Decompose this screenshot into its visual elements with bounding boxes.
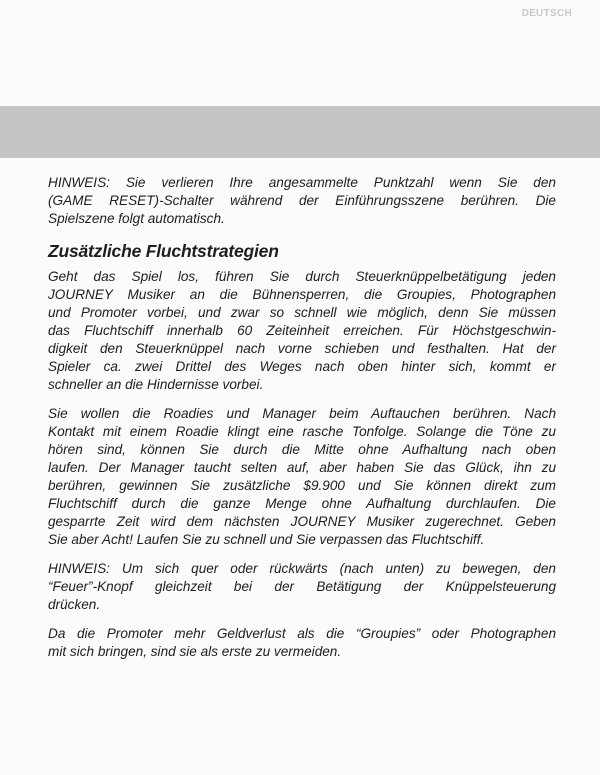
language-label: DEUTSCH: [521, 8, 572, 19]
text-line: “Feuer”-Knopf gleichzeit bei der Betätigung der Knüppelsteuerung: [48, 579, 556, 594]
text-line: Spieler ca. zwei Drittel des Weges nach oben hinter sich, kommt er: [48, 359, 556, 374]
text-line: Spielszene folgt automatisch.: [48, 211, 225, 226]
text-line: Sie aber Acht! Laufen Sie zu schnell und Sie verpassen das Fluchtschiff.: [48, 532, 485, 547]
text-line: und Promoter vorbei, und zwar so schnell wie möglich, denn Sie müssen: [48, 305, 556, 320]
text-line: JOURNEY Musiker an die Bühnensperren, die Groupies, Photographen: [48, 287, 556, 302]
text-line: digkeit den Steuerknüppel nach vorne schieben und festhalten. Hat der: [48, 341, 556, 356]
text-line: schneller an die Hindernisse vorbei.: [48, 377, 264, 392]
text-line: laufen. Der Manager taucht selten auf, aber haben Sie das Glück, ihn zu: [48, 460, 556, 475]
text-line: HINWEIS: Sie verlieren Ihre angesammelte Punktzahl wenn Sie den: [48, 175, 556, 190]
text-line: Sie wollen die Roadies und Manager beim Auftauchen berühren. Nach: [48, 406, 556, 421]
text-line: hören sind, können Sie durch die Mitte ohne Aufhaltung nach oben: [48, 442, 556, 457]
text-line: Kontakt mit einem Roadie klingt eine rasche Tonfolge. Solange die Töne zu: [48, 424, 556, 439]
text-line: berühren, gewinnen Sie zusätzliche $9.900 und Sie können direkt zum: [48, 478, 556, 493]
text-line: Fluchtschiff durch die ganze Menge ohne Aufhaltung durchlaufen. Die: [48, 496, 556, 511]
text-line: Da die Promoter mehr Geldverlust als die “Groupies” oder Photographen: [48, 626, 556, 641]
paragraph-roadies-manager: [48, 405, 556, 549]
notice-reset: [48, 174, 556, 228]
notice-fire-button: [48, 560, 556, 614]
text-line: Geht das Spiel los, führen Sie durch Steuerknüppelbetätigung jeden: [48, 269, 556, 284]
manual-text: [48, 174, 556, 672]
text-line: das Fluchtschiff innerhalb 60 Zeiteinheit erreichen. Für Höchstgeschwin-: [48, 323, 556, 338]
text-line: mit sich bringen, sind sie als erste zu vermeiden.: [48, 644, 342, 659]
text-line: (GAME RESET)-Schalter während der Einführungsszene berühren. Die: [48, 193, 556, 208]
text-line: gesparrte Zeit wird dem nächsten JOURNEY Musiker zugerechnet. Geben: [48, 514, 556, 529]
text-line: HINWEIS: Um sich quer oder rückwärts (nach unten) zu bewegen, den: [48, 561, 556, 576]
section-heading: Zusätzliche Fluchtstrategien: [48, 241, 279, 261]
paragraph-promoters: [48, 625, 556, 661]
paragraph-escape-start: [48, 268, 556, 394]
text-line: drücken.: [48, 597, 101, 612]
header-band: [0, 106, 600, 158]
